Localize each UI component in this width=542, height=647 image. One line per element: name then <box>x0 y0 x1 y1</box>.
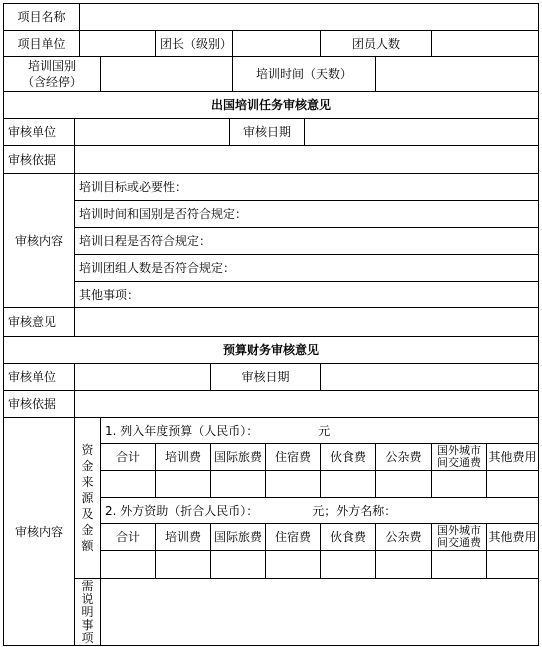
task-review-item: 其他事项： <box>74 281 539 308</box>
duration-label: 培训时间（天数） <box>232 56 376 92</box>
notes-char: 说 <box>81 591 94 606</box>
col-intl-travel: 国际旅费 <box>210 443 266 471</box>
project-name-field[interactable] <box>79 3 539 31</box>
annual-budget-line <box>100 417 539 444</box>
col-other: 其他费用 <box>486 523 539 551</box>
col-training-fee: 培训费 <box>155 443 211 471</box>
fund-source-char: 额 <box>81 539 94 553</box>
task-review-date-label: 审核日期 <box>229 118 305 146</box>
fund-source-char: 及 <box>81 507 94 521</box>
country-label <box>3 56 101 92</box>
task-review-date-field[interactable] <box>304 118 539 146</box>
task-review-content-label: 审核内容 <box>3 173 75 308</box>
members-label: 团员人数 <box>320 30 432 57</box>
col-intercity-line1: 国外城市 <box>437 444 481 457</box>
country-field[interactable] <box>100 56 233 92</box>
col-total: 合计 <box>100 523 156 551</box>
project-name-label: 项目名称 <box>3 3 80 31</box>
task-review-item: 培训时间和国别是否符合规定： <box>74 200 539 228</box>
notes-char: 项 <box>81 630 94 645</box>
budget-review-basis-label: 审核依据 <box>3 390 75 418</box>
value-cell[interactable] <box>375 550 432 579</box>
budget-review-unit-label: 审核单位 <box>3 363 75 391</box>
col-intercity-line1: 国外城市 <box>437 524 481 537</box>
budget-review-content-label: 审核内容 <box>3 417 75 646</box>
foreign-funding-label: 2. 外方资助（折合人民币）： <box>105 503 259 518</box>
task-review-unit-field[interactable] <box>74 118 230 146</box>
col-lodging: 住宿费 <box>265 523 321 551</box>
col-other: 其他费用 <box>486 443 539 471</box>
col-intl-travel: 国际旅费 <box>210 523 266 551</box>
budget-review-date-field[interactable] <box>320 363 539 391</box>
task-review-opinion-field[interactable] <box>74 307 539 337</box>
col-intercity-line2: 间交通费 <box>437 536 481 549</box>
notes-char: 需 <box>81 578 94 593</box>
value-cell[interactable] <box>320 550 376 579</box>
col-intercity-line2: 间交通费 <box>437 456 481 469</box>
budget-review-date-label: 审核日期 <box>210 363 321 391</box>
project-unit-field[interactable] <box>79 30 156 57</box>
value-cell[interactable] <box>431 550 487 579</box>
value-cell[interactable] <box>375 470 432 498</box>
value-cell[interactable] <box>100 470 156 498</box>
col-total: 合计 <box>100 443 156 471</box>
value-cell[interactable] <box>320 470 376 498</box>
value-cell[interactable] <box>100 550 156 579</box>
col-intercity <box>431 443 487 471</box>
col-meals: 伙食费 <box>320 523 376 551</box>
col-intercity <box>431 523 487 551</box>
members-field[interactable] <box>431 30 539 57</box>
value-cell[interactable] <box>486 550 539 579</box>
duration-field[interactable] <box>375 56 539 92</box>
country-label-line1: 培训国别 <box>27 59 76 73</box>
value-cell[interactable] <box>155 470 211 498</box>
value-cell[interactable] <box>210 470 266 498</box>
foreign-funding-line <box>100 497 539 524</box>
leader-label: 团长（级别） <box>155 30 233 57</box>
fund-source-char: 源 <box>81 491 94 505</box>
fund-source-char: 金 <box>81 459 94 473</box>
col-meals: 伙食费 <box>320 443 376 471</box>
value-cell[interactable] <box>431 470 487 498</box>
budget-review-title: 预算财务审核意见 <box>3 336 539 364</box>
annual-budget-label: 1. 列入年度预算（人民币）： <box>105 423 259 438</box>
notes-field[interactable] <box>100 578 539 646</box>
value-cell[interactable] <box>265 550 321 579</box>
foreign-funding-mid: 元；外方名称： <box>312 503 397 518</box>
task-review-unit-label: 审核单位 <box>3 118 75 146</box>
col-misc: 公杂费 <box>375 443 432 471</box>
notes-label <box>74 578 101 646</box>
task-review-item: 培训目标或必要性： <box>74 173 539 201</box>
country-label-line2: （含经停） <box>21 75 82 89</box>
value-cell[interactable] <box>486 470 539 498</box>
value-cell[interactable] <box>210 550 266 579</box>
task-review-item: 培训团组人数是否符合规定： <box>74 254 539 282</box>
task-review-opinion-label: 审核意见 <box>3 307 75 337</box>
col-training-fee: 培训费 <box>155 523 211 551</box>
leader-field[interactable] <box>232 30 321 57</box>
budget-review-basis-field[interactable] <box>74 390 539 418</box>
fund-source-char: 金 <box>81 523 94 537</box>
fund-source-char: 来 <box>81 475 94 489</box>
notes-char: 事 <box>81 617 94 632</box>
value-cell[interactable] <box>265 470 321 498</box>
value-cell[interactable] <box>155 550 211 579</box>
task-review-title: 出国培训任务审核意见 <box>3 91 539 119</box>
col-misc: 公杂费 <box>375 523 432 551</box>
fund-source-label <box>74 417 101 579</box>
project-unit-label: 项目单位 <box>3 30 80 57</box>
fund-source-char: 资 <box>81 443 94 457</box>
task-review-basis-field[interactable] <box>74 145 539 174</box>
budget-review-unit-field[interactable] <box>74 363 211 391</box>
col-lodging: 住宿费 <box>265 443 321 471</box>
task-review-item: 培训日程是否符合规定： <box>74 227 539 255</box>
task-review-basis-label: 审核依据 <box>3 145 75 174</box>
annual-budget-unit: 元 <box>318 423 331 438</box>
notes-char: 明 <box>81 604 94 619</box>
